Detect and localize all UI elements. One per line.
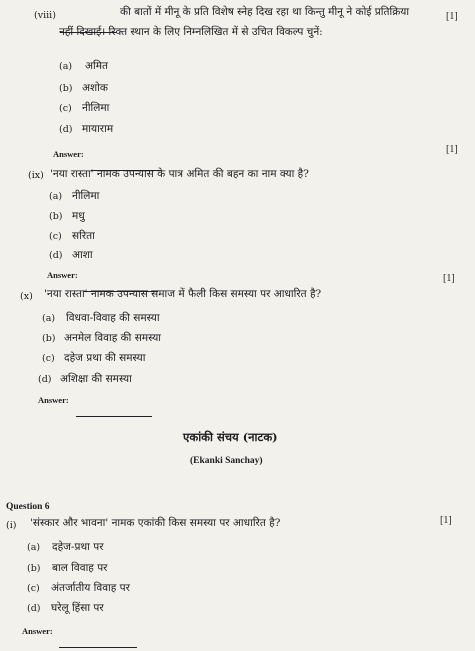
question-text: 'नया रास्ता' नामक उपन्यास के पात्र अमित की बहन का नाम क्या है? <box>50 168 309 180</box>
option-text: अनमेल विवाह की समस्या <box>64 332 162 344</box>
option-label: (c) <box>27 583 40 594</box>
option-label: (c) <box>42 353 55 364</box>
option-text: विधवा-विवाह की समस्या <box>66 312 160 324</box>
question-text: की बातों में मीनू के प्रति विशेष स्नेह दिख रहा था किन्तु मीनू ने कोई प्रतिक्रिया <box>120 6 410 18</box>
option-text: बाल विवाह पर <box>52 562 108 574</box>
option-text: आशा <box>72 249 93 261</box>
option-text: नीलिमा <box>82 102 110 114</box>
section-title: एकांकी संचय (नाटक) <box>183 430 278 444</box>
section-subtitle: (Ekanki Sanchay) <box>190 456 263 466</box>
option-text: मधु <box>72 210 85 222</box>
option-label: (d) <box>27 603 41 614</box>
option-label: (b) <box>27 563 41 574</box>
option-label: (d) <box>38 374 52 385</box>
marks-label: [1] <box>446 11 458 22</box>
option-text: दहेज प्रथा की समस्या <box>64 352 146 364</box>
answer-label: Answer: <box>53 149 84 159</box>
question-number: (ix) <box>28 170 44 181</box>
option-label: (b) <box>42 333 56 344</box>
option-text: अशिक्षा की समस्या <box>60 373 132 385</box>
answer-label: Answer: <box>47 270 78 280</box>
option-text: नीलिमा <box>72 190 100 202</box>
question-number: (x) <box>20 291 33 302</box>
option-label: (d) <box>49 250 63 261</box>
option-text: घरेलू हिंसा पर <box>51 602 104 614</box>
question-text: नहीं दिखाई। रिक्त स्थान के लिए निम्नलिखित में से उचित विकल्प चुनें: <box>59 26 323 38</box>
option-text: मायाराम <box>82 123 114 135</box>
question-text: 'संस्कार और भावना' नामक एकांकी किस समस्या पर आधारित है? <box>30 517 281 529</box>
option-text: अशोक <box>82 82 108 94</box>
option-label: (a) <box>49 191 63 202</box>
option-text: अंतर्जातीय विवाह पर <box>51 582 130 594</box>
option-text: दहेज-प्रथा पर <box>52 541 104 553</box>
option-label: (b) <box>59 83 73 94</box>
question-heading: Question 6 <box>6 502 50 512</box>
option-label: (d) <box>59 124 73 135</box>
question-text: 'नया रास्ता' नामक उपन्यास समाज में फैली किस समस्या पर आधारित है? <box>44 288 322 300</box>
option-text: अमित <box>85 60 109 72</box>
marks-label: [1] <box>446 144 458 155</box>
option-label: (a) <box>27 542 41 553</box>
answer-label: Answer: <box>22 626 53 636</box>
answer-blank <box>59 635 137 651</box>
option-label: (c) <box>49 231 62 242</box>
option-label: (b) <box>49 211 63 222</box>
option-label: (a) <box>59 61 73 72</box>
marks-label: [1] <box>440 515 452 526</box>
answer-label: Answer: <box>38 395 69 405</box>
option-label: (a) <box>42 313 56 324</box>
question-number: (viii) <box>34 10 56 21</box>
option-text: सरिता <box>72 230 95 242</box>
answer-blank <box>76 404 152 420</box>
question-number: (i) <box>6 520 17 531</box>
marks-label: [1] <box>443 273 455 284</box>
option-label: (c) <box>59 103 72 114</box>
